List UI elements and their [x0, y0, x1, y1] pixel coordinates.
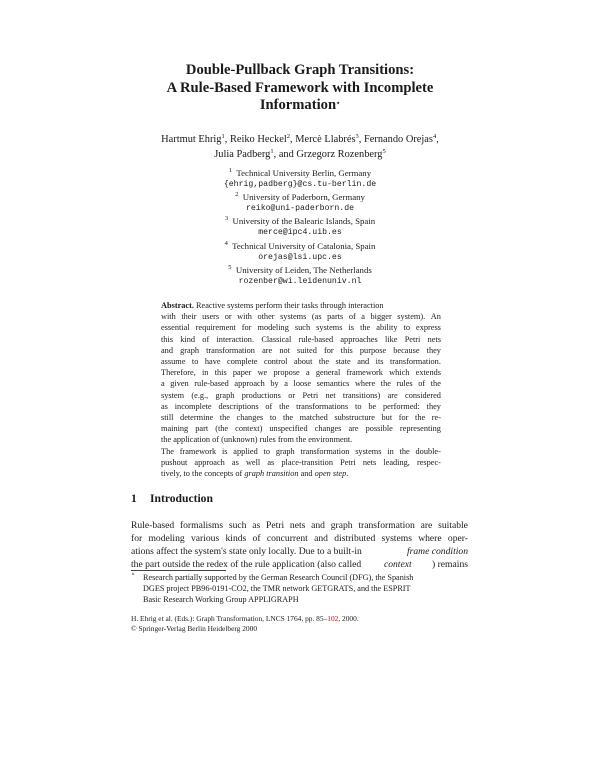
word: like [384, 334, 398, 344]
word: in [387, 446, 394, 456]
publication-citation [131, 614, 359, 624]
author-name: Julia Padberg [214, 149, 271, 160]
word: to [263, 446, 270, 456]
word: essential [161, 323, 190, 333]
word: they [426, 401, 441, 411]
word: (as [311, 312, 322, 322]
affiliation-name [150, 167, 450, 179]
word: or [288, 390, 296, 400]
word: of [418, 379, 426, 389]
abstract-line [161, 468, 441, 479]
author-name: Hartmut Ehrig [161, 134, 222, 145]
word: Rule-based [131, 520, 175, 531]
affiliation-name [150, 240, 450, 252]
word: propose [273, 368, 300, 378]
abstract-text: . [346, 469, 349, 479]
abstract-text: and [298, 469, 315, 479]
affiliation-text: Technical University of Catalonia, Spain [232, 240, 376, 251]
author-name: and Grzegorz Rozenberg [278, 149, 383, 160]
word: modeling [257, 323, 289, 333]
affiliation-number: 5 [228, 263, 232, 271]
abstract-text: Reactive systems perform their tasks through interaction [193, 301, 384, 310]
author-name: Mercè Llabrés [295, 134, 356, 145]
word: this [340, 345, 353, 355]
abstract-line [161, 334, 441, 345]
word: for [323, 345, 334, 355]
word: systems [381, 533, 412, 545]
footnote-line: Basic Research Working Group APPLIGRAPH [143, 595, 299, 605]
word: as [231, 457, 239, 467]
word: about [293, 357, 313, 367]
author-affil-mark: 4 [432, 133, 437, 140]
word: still [161, 413, 174, 423]
word: are [420, 520, 433, 531]
word: state [335, 357, 351, 367]
word: a [161, 379, 165, 389]
affiliation-number: 1 [228, 167, 233, 174]
affiliation-text: University of Paderborn, Germany [242, 192, 365, 203]
word: unspecified [269, 424, 308, 434]
word: respec- [416, 457, 441, 467]
word: graph [330, 520, 353, 531]
intro-text: ations affect the system's state only locally. Due to a built-in [131, 546, 365, 558]
affiliation-name [150, 191, 450, 203]
section-title: Introduction [150, 492, 213, 505]
word: this [161, 334, 173, 344]
word: approach [234, 379, 265, 389]
word: the [282, 413, 294, 423]
word: Petri [266, 520, 285, 531]
word: extends [415, 368, 441, 378]
intro-text: the part outside the redex of the rule application (also called [131, 559, 364, 571]
affiliation-email: merce@ipc4.uib.es [258, 228, 342, 238]
word: context) [235, 424, 263, 434]
word: nets [427, 334, 441, 344]
word: ability [376, 323, 398, 333]
affiliation-text: Technical University Berlin, Germany [236, 168, 372, 178]
author-affil-mark: 5 [382, 148, 386, 155]
word: systems [355, 446, 382, 456]
abstract-label: Abstract. [161, 301, 194, 310]
title-line-2: A Rule-Based Framework with Incomplete [166, 79, 434, 96]
word: rules [396, 379, 413, 389]
word: of [265, 401, 273, 411]
word: various [190, 533, 220, 545]
abstract-line [161, 300, 441, 311]
word: Petri [340, 457, 356, 467]
author-line-1: Hartmut Ehrig$^1$, Reiko Heckel$^2$, Mercè Llabrés$^3$, Fernando Orejas$^4$, [161, 133, 439, 145]
word: An [430, 312, 441, 322]
affiliation-email: {ehrig,padberg}@cs.tu-berlin.de [223, 180, 377, 190]
word: approaches [340, 334, 378, 344]
word: rule-based [194, 379, 229, 389]
author-affil-mark: 1 [221, 133, 225, 140]
word: is [348, 323, 355, 333]
word: leading, [383, 457, 410, 467]
footnote-rule [131, 570, 226, 571]
word: a [305, 368, 310, 378]
word: as [252, 520, 261, 531]
author-line-2: Julia Padberg$^1$, and Grzegorz Rozenberg$^5$ [214, 148, 386, 160]
author-name: Reiko Heckel [229, 134, 287, 145]
word: pushout [161, 457, 188, 467]
affiliation-list [150, 167, 450, 288]
word: oper- [447, 533, 468, 545]
abstract-line [161, 322, 441, 333]
section-number: 1 [131, 492, 137, 505]
word: Therefore, [161, 368, 196, 378]
word: be [368, 401, 377, 411]
affiliation-email: reiko@uni-paderborn.de [245, 204, 355, 214]
word: bigger [370, 312, 392, 322]
word: nets [289, 520, 306, 531]
word: nets [362, 457, 377, 467]
word: of [348, 312, 356, 322]
term-context: context [383, 559, 412, 571]
citation-text: , 2000. [338, 614, 359, 623]
word: well [245, 457, 261, 467]
word: suited [297, 345, 317, 355]
word: other [257, 312, 275, 322]
word: productions [241, 390, 281, 400]
affiliation-number: 4 [224, 239, 228, 247]
footnote-line: DGES project PB96-0191-CO2, the TMR network GETGRATS, and the ESPRIT [143, 584, 411, 594]
word: transformation [300, 446, 350, 456]
affiliation-email: rozenber@wi.leidenuniv.nl [238, 276, 362, 286]
word: the [415, 413, 426, 423]
abstract-line [161, 446, 441, 457]
word: considered [405, 390, 441, 400]
word: of [252, 533, 261, 545]
abstract-line [161, 356, 441, 367]
word: they [426, 345, 441, 355]
word: possible [365, 424, 393, 434]
word: for [241, 323, 252, 333]
word: as [267, 457, 275, 467]
word: not [279, 345, 290, 355]
word: to [355, 401, 362, 411]
word: framework [346, 368, 383, 378]
abstract-line [161, 423, 441, 434]
word: are [387, 390, 398, 400]
title-line-1: Double-Pullback Graph Transitions: [185, 62, 415, 78]
word: substructure [334, 413, 375, 423]
word: users [202, 312, 220, 322]
word: the [399, 446, 410, 456]
author-affil-mark: 1 [270, 148, 274, 155]
word: its [375, 357, 384, 367]
word: representing [399, 424, 441, 434]
word: because [393, 345, 420, 355]
word: performed: [382, 401, 420, 411]
word: maining [161, 424, 189, 434]
word: such [228, 520, 247, 531]
intro-line [131, 532, 468, 545]
word: systems [316, 323, 343, 333]
word: are [348, 424, 359, 434]
abstract-line [161, 345, 441, 356]
affiliation-name [150, 264, 450, 276]
word: Petri [404, 334, 421, 344]
word: and [161, 345, 173, 355]
word: net [325, 390, 336, 400]
paper-title [100, 62, 500, 115]
word: descriptions [218, 401, 259, 411]
word: this [214, 368, 227, 378]
word: re- [431, 413, 441, 423]
word: the [360, 323, 371, 333]
intro-text: ) remains [432, 559, 468, 571]
word: of [202, 334, 210, 344]
intro-line [131, 545, 468, 558]
word: and [357, 357, 370, 367]
publication-info [131, 614, 359, 634]
word: loose [293, 379, 312, 389]
word: rule-based [298, 334, 334, 344]
word: and [311, 520, 325, 531]
word: part [195, 424, 209, 434]
word: framework [179, 446, 217, 456]
word: or [224, 312, 232, 322]
section-heading [131, 492, 213, 505]
abstract-line: the application of (unknown) rules from the environment. [161, 435, 353, 445]
word: system [161, 390, 185, 400]
word: formalisms [179, 520, 224, 531]
word: to [269, 413, 277, 423]
word: graph [215, 390, 235, 400]
affiliation-number: 3 [224, 215, 229, 223]
word: determine [180, 413, 214, 423]
copyright-line: © Springer-Verlag Berlin Heidelberg 2000 [131, 624, 258, 634]
word: transformation [206, 345, 255, 355]
title-footnote-mark: ⋆ [336, 100, 341, 107]
abstract [161, 300, 441, 479]
author-affil-mark: 3 [355, 133, 359, 140]
word: Classical [261, 334, 292, 344]
word: the [318, 357, 329, 367]
word: their [181, 312, 197, 322]
word: with [237, 312, 252, 322]
word: by [270, 379, 279, 389]
title-line-3-text: Information [259, 97, 337, 113]
word: to [191, 357, 199, 367]
word: assume [161, 357, 186, 367]
word: applied [233, 446, 258, 456]
word: Petri [302, 390, 319, 400]
word: where [354, 379, 376, 389]
word: suitable [438, 520, 468, 531]
word: which [389, 368, 410, 378]
intro-line [131, 519, 468, 532]
word: purpose [359, 345, 387, 355]
word: the [219, 413, 230, 423]
footnote-line: ⋆ Research partially supported by the German Research Council (DFG), the Spanish [131, 571, 414, 582]
word: are [262, 345, 273, 355]
word: the [279, 401, 290, 411]
term-graph-transition: graph transition [244, 469, 299, 479]
author-affil-mark: 2 [286, 133, 291, 140]
word: is [221, 446, 228, 456]
word: parts [327, 312, 344, 322]
word: kinds [225, 533, 247, 545]
abstract-line [161, 412, 441, 423]
word: semantics [316, 379, 350, 389]
abstract-text: tively, to the concepts of [161, 469, 245, 479]
affiliation-email: orejas@lsi.upc.es [258, 252, 342, 262]
word: for [398, 413, 409, 423]
word: transformations [296, 401, 349, 411]
word: transitions) [342, 390, 381, 400]
word: (e.g., [191, 390, 209, 400]
word: kind [180, 334, 196, 344]
last-page-link[interactable]: 102 [327, 614, 339, 623]
word: in [202, 368, 209, 378]
author-list [100, 132, 500, 162]
word: modeling [148, 533, 185, 545]
title-line-3 [100, 97, 500, 115]
abstract-line [161, 311, 441, 322]
word: distributed [334, 533, 376, 545]
word: graph [275, 446, 295, 456]
word: system). [397, 312, 426, 322]
footnote-text: Research partially supported by the German Research Council (DFG), the Spanish [143, 573, 414, 582]
word: interaction. [216, 334, 255, 344]
word: place-transition [281, 457, 333, 467]
word: the [380, 379, 391, 389]
word: (the [215, 424, 229, 434]
word: where [418, 533, 442, 545]
term-frame-condition: frame condition [406, 546, 468, 558]
word: paper [232, 368, 252, 378]
word: requirement [195, 323, 236, 333]
word: express [416, 323, 441, 333]
word: we [257, 368, 268, 378]
word: with [161, 312, 176, 322]
abstract-line [161, 401, 441, 412]
word: have [204, 357, 221, 367]
word: for [131, 533, 143, 545]
word: but [381, 413, 393, 423]
word: graph [180, 345, 199, 355]
word: a [284, 379, 288, 389]
word: as [161, 401, 168, 411]
word: control [263, 357, 288, 367]
abstract-line [161, 390, 441, 401]
word: given [170, 379, 189, 389]
word: a [361, 312, 365, 322]
word: transformation [358, 520, 415, 531]
citation-text: H. Ehrig et al. (Eds.): Graph Transformation, LNCS 1764, pp. 85– [131, 614, 328, 623]
affiliation-name [150, 215, 450, 227]
word: changes [236, 413, 264, 423]
intro-paragraph [131, 519, 468, 571]
word: the [430, 379, 441, 389]
affiliation-text: University of the Balearic Islands, Spain [232, 216, 376, 227]
author-name: Fernando Orejas [363, 134, 433, 145]
word: complete [227, 357, 258, 367]
footnote [131, 572, 468, 605]
word: double- [415, 446, 441, 456]
word: systems [280, 312, 307, 322]
word: incomplete [174, 401, 212, 411]
word: matched [299, 413, 328, 423]
word: transformation. [389, 357, 441, 367]
abstract-line [161, 367, 441, 378]
term-open-step: open step [314, 469, 347, 479]
word: and [314, 533, 328, 545]
affiliation-text: University of Leiden, The Netherlands [235, 264, 372, 275]
word: to [403, 323, 410, 333]
word: general [315, 368, 341, 378]
word: changes [314, 424, 342, 434]
word: The [161, 446, 174, 456]
word: concurrent [266, 533, 308, 545]
abstract-line [161, 457, 441, 468]
word: approach [194, 457, 225, 467]
affiliation-number: 2 [235, 191, 239, 199]
word: such [294, 323, 311, 333]
abstract-line [161, 378, 441, 389]
